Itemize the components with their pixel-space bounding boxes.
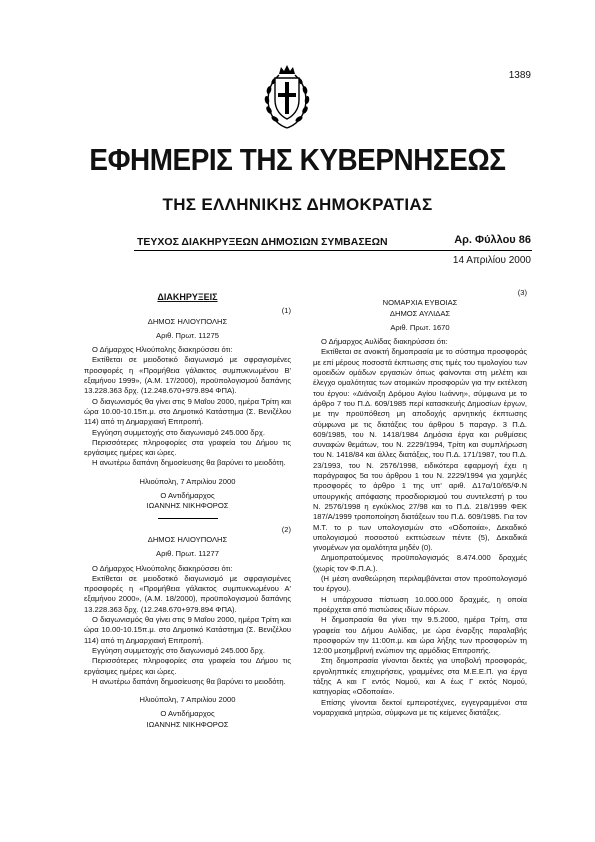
section-title: ΔΙΑΚΗΡΥΞΕΙΣ	[157, 292, 218, 302]
notice-paragraph: Η δημοπρασία θα γίνει την 9.5.2000, ημέρα Τρίτη, στα γραφεία του Δήμου Αυλίδας, με ώρα έναρξης παραλαβής προσφορών την 11:00π.μ. και ώρα λήξης των προσφορών τη 12:00 μεσημβρινή ενώπιον της αρμόδιας Επιτροπής.	[313, 615, 527, 656]
notice-intro: Ο Δήμαρχος Ηλιούπολης διακηρύσσει ότι:	[92, 563, 233, 573]
notice-paragraph: Ο διαγωνισμός θα γίνει στις 9 Μαΐου 2000, ημέρα Τρίτη και ώρα 10.00-10.15π.μ. στο Δημοτικό Κατάστημα (Σ. Βενιζέλου 114) από τη Δημαρχιακή Επιτροπή.	[84, 615, 291, 645]
header-rule	[134, 250, 532, 251]
gazette-title: ΕΦΗΜΕΡΙΣ ΤΗΣ ΚΥΒΕΡΝΗΣΕΩΣ	[89, 142, 506, 177]
notice-paragraph: Η ανωτέρω δαπάνη δημοσίευσης θα βαρύνει το μειοδότη.	[92, 458, 286, 468]
notice-authority: ΔΗΜΟΣ ΗΛΙΟΥΠΟΛΗΣ	[147, 316, 228, 326]
signer-title: Ο Αντιδήμαρχος	[160, 491, 215, 501]
notice-authority: ΔΗΜΟΣ ΗΛΙΟΥΠΟΛΗΣ	[147, 534, 228, 544]
signer-title: Ο Αντιδήμαρχος	[160, 709, 215, 719]
issue-date: 14 Απριλίου 2000	[452, 255, 531, 266]
signer-name: ΙΩΑΝΝΗΣ ΝΙΚΗΦΟΡΟΣ	[146, 501, 229, 511]
notice-paragraph: Περισσότερες πληροφορίες στα γραφεία του Δήμου τις εργάσιμες ημέρες και ώρες.	[84, 656, 291, 676]
notice-authority: ΔΗΜΟΣ ΑΥΛΙΔΑΣ	[389, 308, 451, 318]
greek-coat-of-arms-emblem	[262, 62, 312, 132]
signer-name: ΙΩΑΝΝΗΣ ΝΙΚΗΦΟΡΟΣ	[146, 719, 229, 729]
notice-protocol: Αριθ. Πρωτ. 1670	[390, 322, 450, 332]
notice-paragraph: Εκτίθεται σε μειοδοτικό διαγωνισμό με σφραγισμένες προσφορές η «Προμήθεια γάλακτος συμπυκνωμένου Β' εξαμήνου 1999», (Α.Μ. 17/2000), προϋπολογισμού δαπάνης 13.228.363 δρχ. (12.248.670+979.894 ΦΠΑ).	[84, 355, 291, 396]
notice-intro: Ο Δήμαρχος Αυλίδας διακηρύσσει ότι:	[321, 337, 448, 347]
notice-paragraph: Εκτίθεται σε μειοδοτικό διαγωνισμό με σφραγισμένες προσφορές η «Προμήθεια γάλακτος συμπυκνωμένου Α' εξαμήνου 2000», (Α.Μ. 18/2000), προϋπολογισμού δαπάνης 13.228.363 δρχ. (12.248.670+979.894 ΦΠΑ).	[84, 573, 291, 614]
notice-prefecture: ΝΟΜΑΡΧΙΑ ΕΥΒΟΙΑΣ	[382, 298, 458, 308]
notice-number: (3)	[517, 288, 527, 297]
place-date: Ηλιούπολη, 7 Απριλίου 2000	[139, 476, 236, 486]
notice-paragraph: Δημοπρατούμενος προϋπολογισμός 8.474.000 δραχμές (χωρίς τον Φ.Π.Α.).	[313, 553, 527, 573]
notice-paragraph: Η υπάρχουσα πίστωση 10.000.000 δραχμές, η οποία προέρχεται από πιστώσεις ιδίων πόρων.	[313, 594, 527, 614]
page-number: 1389	[508, 70, 531, 81]
right-column	[313, 288, 527, 718]
notice-intro: Ο Δήμαρχος Ηλιούπολης διακηρύσσει ότι:	[92, 345, 233, 355]
issue-number: Αρ. Φύλλου 86	[454, 234, 531, 246]
notice-paragraph: Ο διαγωνισμός θα γίνει στις 9 Μαΐου 2000, ημέρα Τρίτη και ώρα 10.00-10.15π.μ. στο Δημοτικό Κατάστημα (Σ. Βενιζέλου 114) από τη Δημαρχιακή Επιτροπή.	[84, 396, 291, 427]
notice-2	[84, 525, 291, 730]
notice-paragraph: Περισσότερες πληροφορίες στα γραφεία του Δήμου τις εργάσιμες ημέρες και ώρες.	[84, 437, 291, 458]
place-date: Ηλιούπολη, 7 Απριλίου 2000	[139, 695, 236, 705]
notice-paragraph: Εγγύηση συμμετοχής στο διαγωνισμό 245.000 δρχ.	[92, 645, 265, 655]
notice-number: (2)	[281, 524, 291, 534]
notice-number: (1)	[281, 306, 291, 316]
notice-paragraph: Η ανωτέρω δαπάνη δημοσίευσης θα βαρύνει το μειοδότη.	[92, 676, 286, 686]
issue-type: ΤΕΥΧΟΣ ΔΙΑΚΗΡΥΞΕΩΝ ΔΗΜΟΣΙΩΝ ΣΥΜΒΑΣΕΩΝ	[137, 236, 388, 248]
notice-1	[84, 306, 291, 511]
left-column	[84, 288, 291, 730]
gazette-subtitle: ΤΗΣ ΕΛΛΗΝΙΚΗΣ ΔΗΜΟΚΡΑΤΙΑΣ	[162, 195, 433, 214]
notice-paragraph: (Η μέση αναθεώρηση περιλαμβάνεται στον προϋπολογισμό του έργου).	[313, 574, 527, 594]
notice-protocol: Αριθ. Πρωτ. 11275	[156, 330, 219, 340]
notice-protocol: Αριθ. Πρωτ. 11277	[156, 549, 219, 559]
notice-separator	[158, 518, 218, 519]
notice-paragraph: Στη δημοπρασία γίνονται δεκτές για υποβολή προσφοράς, εργοληπτικές επιχειρήσεις, γραμμένες στα Μ.Ε.Ε.Π. για έργα τάξης Α και Γ εντός Νομού, και Α έως Γ εκτός Νομού, κατηγορίας «Οδοποιία».	[313, 656, 527, 697]
notice-paragraph: Εγγύηση συμμετοχής στο διαγωνισμό 245.000 δρχ.	[92, 427, 265, 437]
notice-paragraph: Επίσης γίνονται δεκτοί εμπειροτέχνες, εγγεγραμμένοι στα νομαρχιακά μητρώα, σύμφωνα με τις κείμενες διατάξεις.	[313, 697, 527, 717]
notice-paragraph: Εκτίθεται σε ανοικτή δημοπρασία με το σύστημα προσφοράς με επί μέρους ποσοστά έκπτωσης στις τιμές του τιμολογίου των ομοειδών ομάδων εργασιών όπως φαίνονται στη μελέτη και έλεγχο ομαλότητας των ατομικών προσφορών για την εκτέλεση του έργου: «Διάνοιξη Δρόμου Αγίου Ιωάννη», σύμφωνα με το άρθρο 7 του Π.Δ. 609/1985 περί κατασκευής Δημοσίων έργων, με την προϋπόθεση μη αποδοχής αρνητικής έκπτωσης σύμφωνα με τις διατάξεις του άρθρου 5 παραγρ. 3 Π.Δ. 609/1985, του Ν. 1418/1984 Δημόσια έργα και ρυθμίσεις συναφών θεμάτων, του Ν. 2229/1994, Τρίτη και συμπλήρωση του Ν. 1418/84 και άλλες διατάξεις, του Π.Δ. 171/1987, του Π.Δ. 23/1993, του Ν. 2576/1998, ειδικότερα εφαρμογή έχει η παράγραφος 5α του άρθρου 1 του Ν. 2229/1994 για χαμηλές προσφορές το άρθρο 1 της υπ' αριθ. Δ17α/10/65/Φ.Ν υπουργικής απόφασης προσδιορισμού του συντελεστή p του Ν. 2576/1998 η εγκύκλιος 27/98 και το Π.Δ. 218/1999 ΦΕΚ 187/Α/1999 τροποποίηση διατάξεων του Π.Δ. 609/1985. Για τον Μ.Τ. το p των υπολογισμών στο «Οδοποιία», Δεκαδικό υπολογισμού ποσοστού εκπτώσεων πέντε (5), Δεκαδικά γινομένων για ομαλότητα μηδέν (0).	[313, 347, 527, 553]
